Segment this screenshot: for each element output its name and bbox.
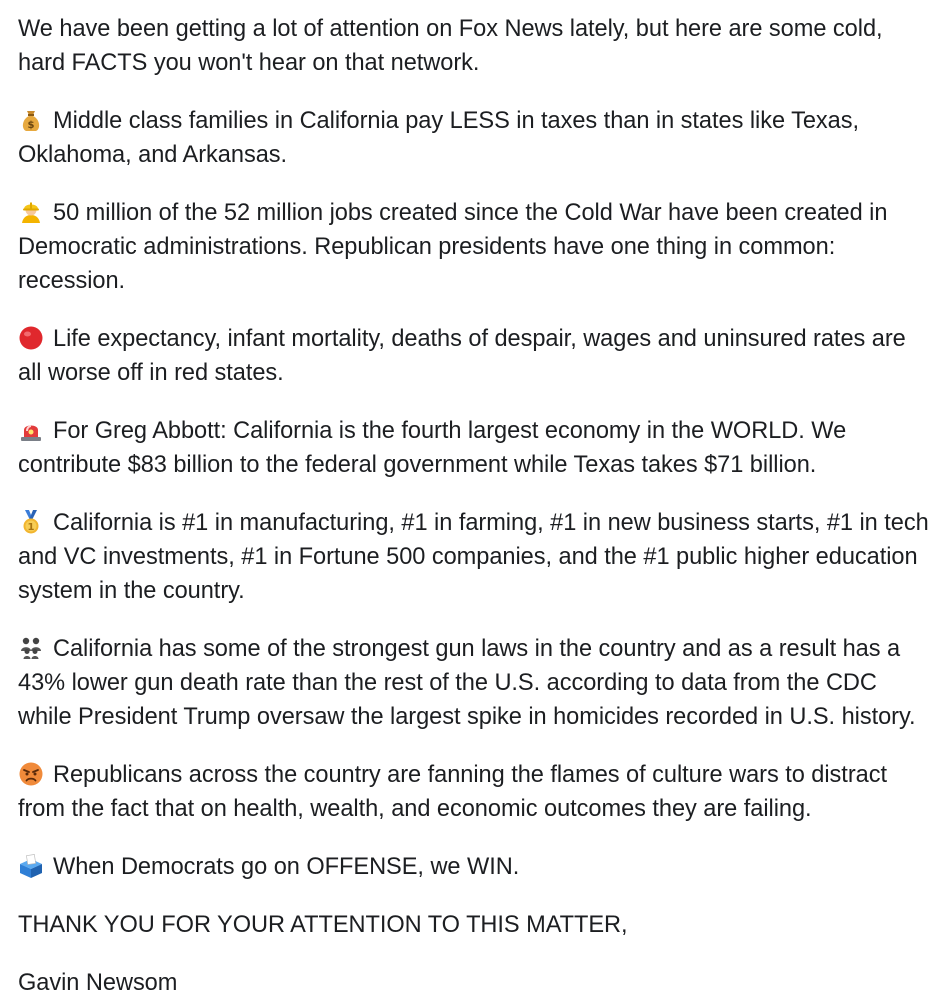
fact-economy [18,414,932,482]
family-icon [18,635,44,661]
first-place-medal-icon [18,509,44,535]
svg-text:1: 1 [27,522,35,533]
intro-paragraph: We have been getting a lot of attention on Fox News lately, but here are some cold, hard FACTS you won't hear on that network. [18,16,883,76]
police-light-icon [18,417,44,443]
fact-number-one-text: California is #1 in manufacturing, #1 in farming, #1 in new business starts, #1 in tech and VC investments, #1 in Fortune 500 companies, and the #1 public higher education system in the country. [18,510,929,604]
fact-offense-text: When Democrats go on OFFENSE, we WIN. [53,854,520,880]
fact-number-one [18,506,932,608]
angry-face-icon [18,761,44,787]
money-bag-icon [18,107,44,133]
svg-text:$: $ [27,120,35,131]
fact-culture-wars-text: Republicans across the country are fanning the flames of culture wars to distract from the fact that on health, wealth, and economic outcomes they are failing. [18,762,887,822]
fact-taxes [18,104,932,172]
fact-culture-wars [18,758,932,826]
construction-worker-icon [18,199,44,225]
ballot-box-icon [18,853,44,879]
closing-line: THANK YOU FOR YOUR ATTENTION TO THIS MATTER, [18,912,628,938]
fact-economy-text: For Greg Abbott: California is the fourth largest economy in the WORLD. We contribute $83 billion to the federal government while Texas takes $71 billion. [18,418,847,478]
fact-jobs [18,196,932,298]
signature: Gavin Newsom [18,970,178,996]
fact-gun-laws [18,632,932,734]
fact-offense [18,850,932,884]
fact-gun-laws-text: California has some of the strongest gun laws in the country and as a result has a 43% lower gun death rate than the rest of the U.S. according to data from the CDC while President Trump oversaw the largest spike in homicides recorded in U.S. history. [18,636,916,730]
fact-jobs-text: 50 million of the 52 million jobs created since the Cold War have been created in Democratic administrations. Republican presidents have one thing in common: recession. [18,200,888,294]
red-circle-icon [18,325,44,351]
fact-taxes-text: Middle class families in California pay LESS in taxes than in states like Texas, Oklahoma, and Arkansas. [18,108,859,168]
fact-red-states-text: Life expectancy, infant mortality, deaths of despair, wages and uninsured rates are all worse off in red states. [18,326,906,386]
fact-red-states [18,322,932,390]
